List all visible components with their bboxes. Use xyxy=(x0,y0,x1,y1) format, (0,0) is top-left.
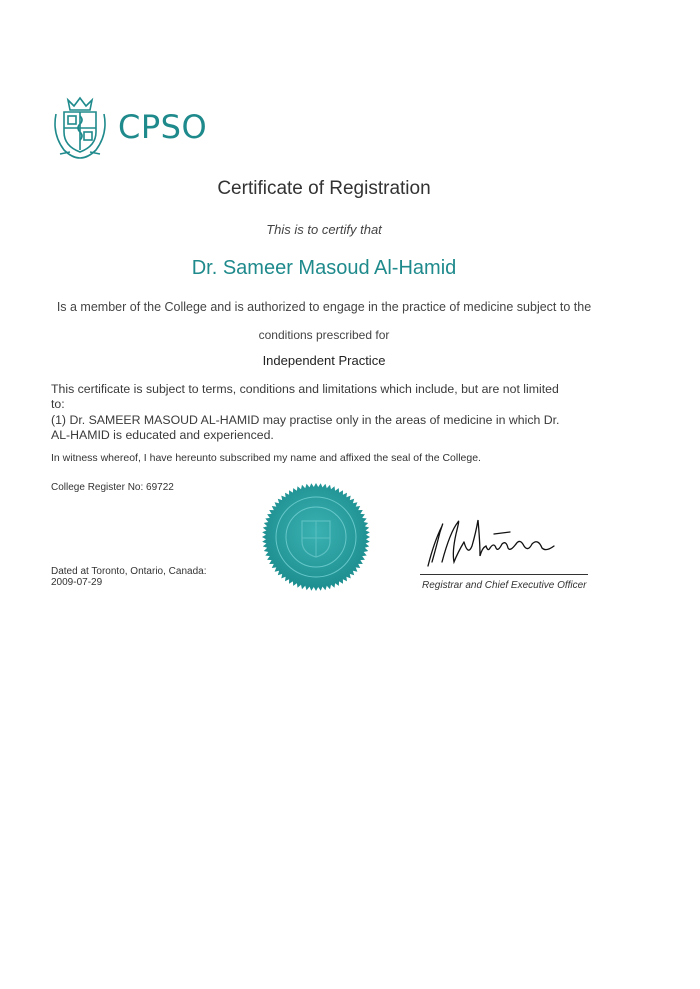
registrant-name: Dr. Sameer Masoud Al-Hamid xyxy=(191,257,457,279)
dated-place: Dated at Toronto, Ontario, Canada: xyxy=(51,566,207,577)
certify-line: This is to certify that xyxy=(266,222,382,237)
cpso-logo-text: CPSO xyxy=(118,108,208,146)
register-number: College Register No: 69722 xyxy=(51,482,174,493)
signature-line xyxy=(420,574,588,575)
terms-statement: This certificate is subject to terms, conditions and limitations which include, but are not limited to: xyxy=(51,382,559,411)
condition-item: (1) Dr. SAMEER MASOUD AL-HAMID may practise only in the areas of medicine in which Dr. AL-HAMID is educated and experienced. xyxy=(51,413,560,442)
conditions-line: conditions prescribed for xyxy=(258,328,390,342)
signatory-title: Registrar and Chief Executive Officer xyxy=(422,580,587,591)
dated-date: 2009-07-29 xyxy=(51,577,103,588)
cpso-crest-icon xyxy=(50,94,110,162)
practice-type: Independent Practice xyxy=(262,353,386,368)
certificate-title: Certificate of Registration xyxy=(217,178,431,199)
seal-icon xyxy=(262,483,370,591)
member-statement: Is a member of the College and is authorized to engage in the practice of medicine subject to the xyxy=(56,300,592,314)
college-seal xyxy=(262,483,370,591)
registrar-signature xyxy=(420,512,585,576)
cpso-logo xyxy=(50,94,210,162)
witness-statement: In witness whereof, I have hereunto subscribed my name and affixed the seal of the College. xyxy=(51,452,481,464)
signature-icon xyxy=(420,512,585,576)
